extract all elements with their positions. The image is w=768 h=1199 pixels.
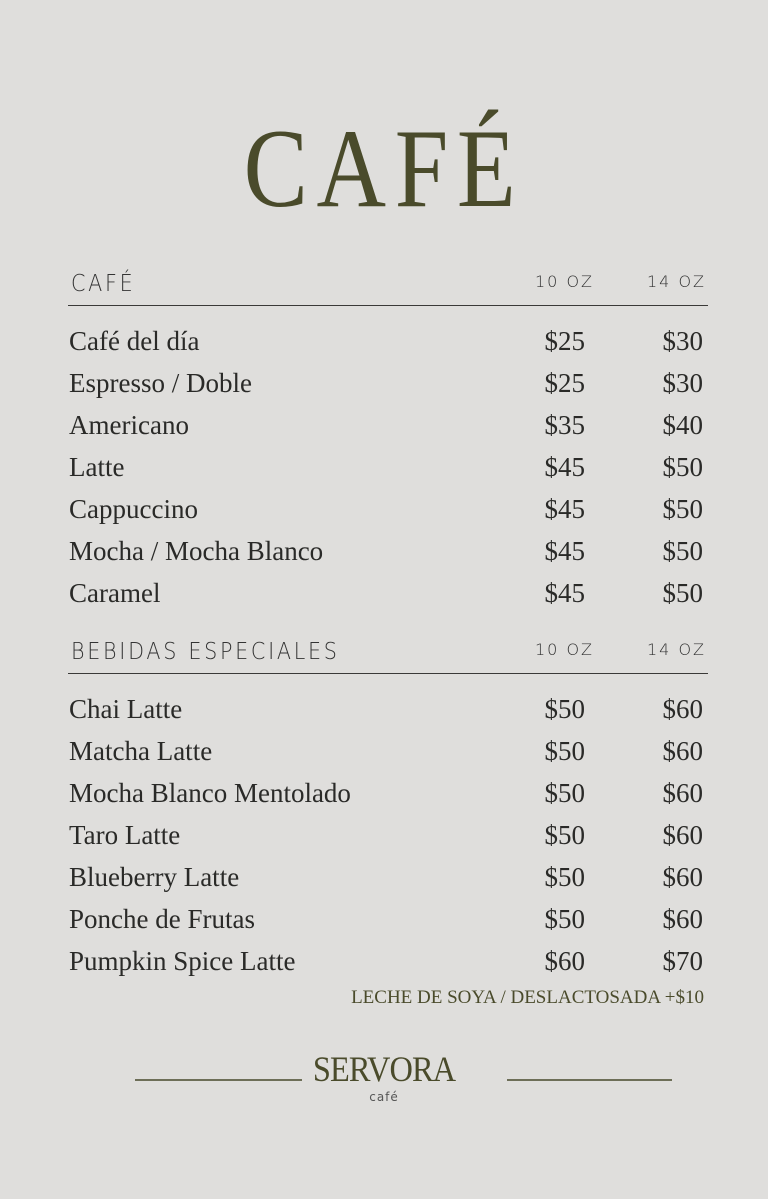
price-14oz: $60 [662,694,703,724]
price-10oz: $25 [544,368,585,398]
menu-item [68,856,708,898]
price-14oz: $60 [662,778,703,808]
price-10oz: $25 [544,326,585,356]
item-name: Matcha Latte [69,736,213,766]
menu-item [68,572,708,614]
price-10oz: $35 [544,410,585,440]
milk-note: LECHE DE SOYA / DESLACTOSADA +$10 [351,987,704,1008]
item-name: Espresso / Doble [69,368,252,398]
item-name: Mocha / Mocha Blanco [69,536,324,566]
price-14oz: $50 [662,452,703,482]
item-name: Americano [69,410,189,440]
price-14oz: $60 [662,820,703,850]
menu-item [68,898,708,940]
item-name: Taro Latte [69,820,181,850]
section-header [68,265,708,306]
price-10oz: $50 [544,904,585,934]
price-14oz: $50 [662,494,703,524]
brand-subtitle: café [369,1090,399,1104]
price-10oz: $50 [544,694,585,724]
menu-item [68,362,708,404]
price-14oz: $60 [662,862,703,892]
menu-item [68,530,708,572]
price-10oz: $45 [544,494,585,524]
price-14oz: $50 [662,578,703,608]
price-10oz: $45 [544,536,585,566]
item-name: Mocha Blanco Mentolado [69,778,351,808]
menu-item [68,730,708,772]
item-name: Latte [69,452,125,482]
size-label-large: 14 OZ [647,272,706,291]
size-label-small: 10 OZ [535,640,594,659]
price-14oz: $60 [662,904,703,934]
section-title: BEBIDAS ESPECIALES [71,639,340,665]
menu-item [68,772,708,814]
price-14oz: $60 [662,736,703,766]
section-title: CAFÉ [71,271,136,297]
price-10oz: $60 [544,946,585,976]
price-14oz: $30 [662,326,703,356]
price-14oz: $70 [662,946,703,976]
menu-item [68,404,708,446]
size-label-small: 10 OZ [535,272,594,291]
price-10oz: $45 [544,452,585,482]
item-name: Café del día [69,326,200,356]
item-name: Pumpkin Spice Latte [69,946,296,976]
price-10oz: $45 [544,578,585,608]
menu-item [68,814,708,856]
price-14oz: $50 [662,536,703,566]
menu-title: CAFÉ [243,107,525,231]
item-name: Cappuccino [69,494,198,524]
price-14oz: $30 [662,368,703,398]
price-10oz: $50 [544,778,585,808]
menu-item [68,488,708,530]
menu-item [68,940,708,982]
item-name: Chai Latte [69,694,183,724]
section-header [68,633,708,674]
size-label-large: 14 OZ [647,640,706,659]
price-10oz: $50 [544,736,585,766]
brand-logo [0,1050,768,1104]
price-10oz: $50 [544,820,585,850]
price-14oz: $40 [662,410,703,440]
brand-name: SERVORA [312,1049,456,1089]
item-name: Caramel [69,578,161,608]
item-name: Blueberry Latte [69,862,240,892]
menu-item [68,320,708,362]
menu-item [68,688,708,730]
section-bebidas-especiales [68,633,708,982]
price-10oz: $50 [544,862,585,892]
menu-item [68,446,708,488]
item-name: Ponche de Frutas [69,904,255,934]
section-cafe [68,265,708,614]
